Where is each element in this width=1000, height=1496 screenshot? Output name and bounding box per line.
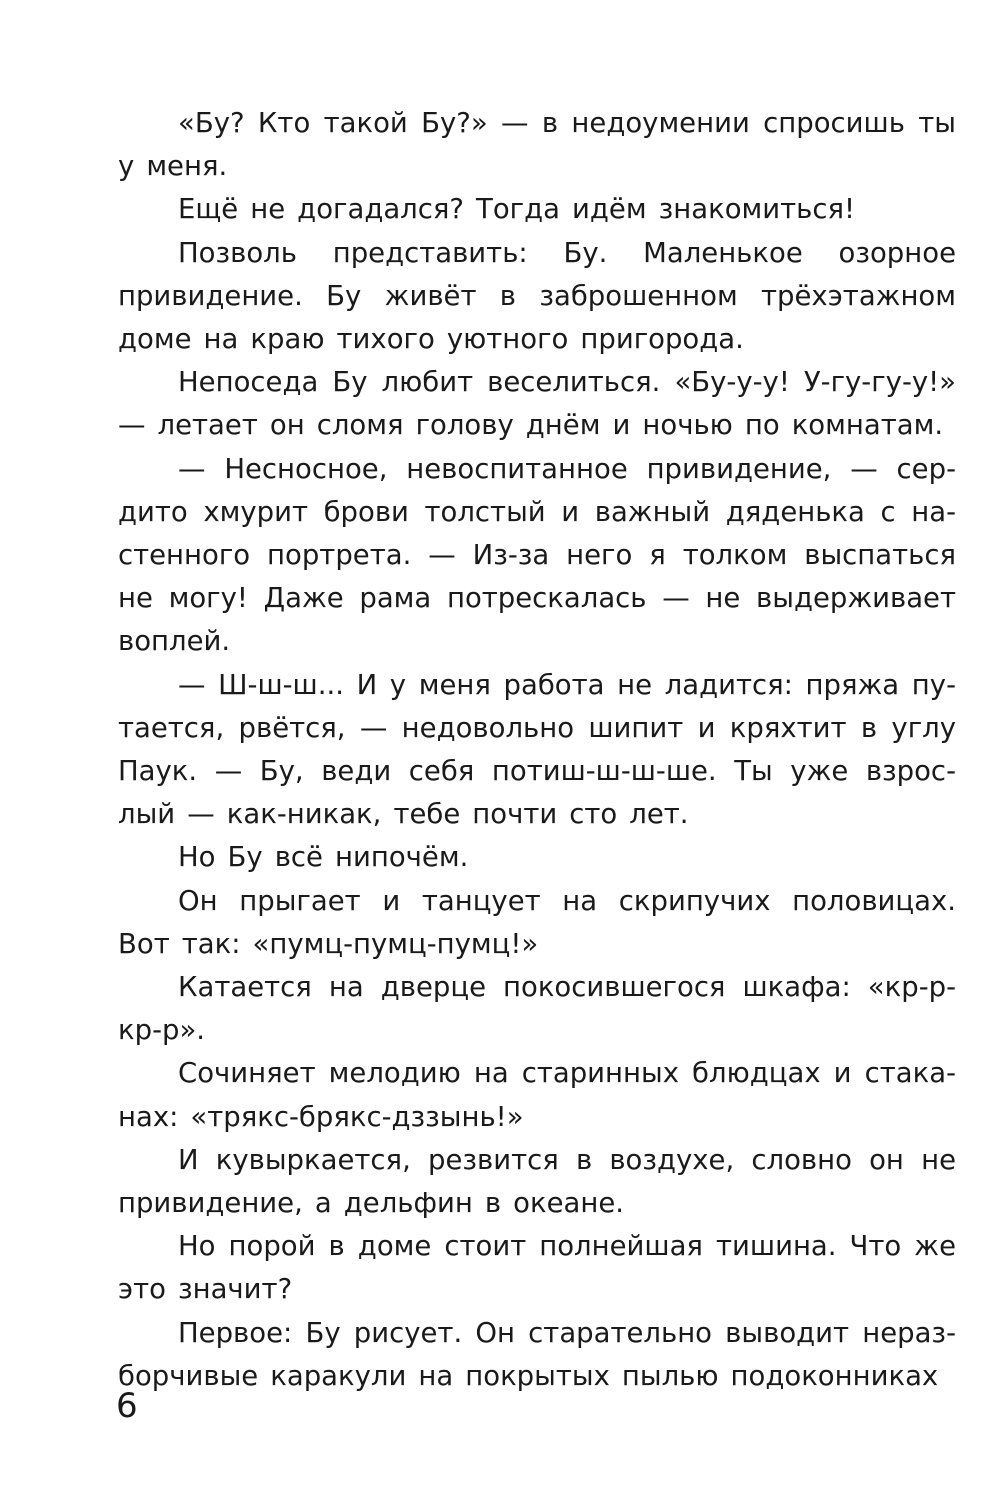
- paragraph-7: Но Бу всё нипочём.: [178, 841, 469, 874]
- page-number: 6: [116, 1386, 138, 1426]
- paragraph-11: И кувыркается, резвится в воздухе, словно он не привидение, а дельфин в океане.: [118, 1143, 956, 1220]
- paragraph-10: Сочиняет мелодию на старинных блюдцах и стаканах: «трякс-брякс-дззынь!»: [118, 1057, 956, 1133]
- paragraph-8: Он прыгает и танцует на скрипучих половицах. Вот так: «пумц-пумц-пумц!»: [118, 884, 956, 960]
- paragraph-2: Ещё не догадался? Тогда идём знакомиться!: [178, 193, 856, 226]
- paragraph-4: Непоседа Бу любит веселиться. «Бу-у-у! У-гу-гу-у!» — летает он сломя голову днём и ночью по комнатам.: [118, 366, 956, 442]
- paragraph-13: Первое: Бу рисует. Он старательно выводит неразборчивые каракули на покрытых пылью подоконниках: [118, 1316, 956, 1392]
- body-text: [118, 102, 956, 1398]
- paragraph-5: — Несносное, невоспитанное привидение, — сердито хмурит брови толстый и важный дяденька с настенного портрета. — Из-за него я толком выспаться не могу! Даже рама потрескалась — не выдерживает воплей.: [118, 452, 956, 658]
- paragraph-12: Но порой в доме стоит полнейшая тишина. Что же это значит?: [118, 1230, 956, 1306]
- paragraph-6: — Ш-ш-ш... И у меня работа не ладится: пряжа путается, рвётся, — недовольно шипит и кряхтит в углу Паук. — Бу, веди себя потиш-ш-ш-ше. Ты уже взрослый — как-никак, тебе почти сто лет.: [118, 668, 956, 831]
- paragraph-1: «Бу? Кто такой Бу?» — в недоумении спросишь ты у меня.: [118, 107, 956, 183]
- paragraph-3: Позволь представить: Бу. Маленькое озорное привидение. Бу живёт в заброшенном трёхэтажном доме на краю тихого уютного пригорода.: [118, 236, 956, 356]
- paragraph-9: Катается на дверце покосившегося шкафа: «кр-р-кр-р».: [118, 971, 956, 1047]
